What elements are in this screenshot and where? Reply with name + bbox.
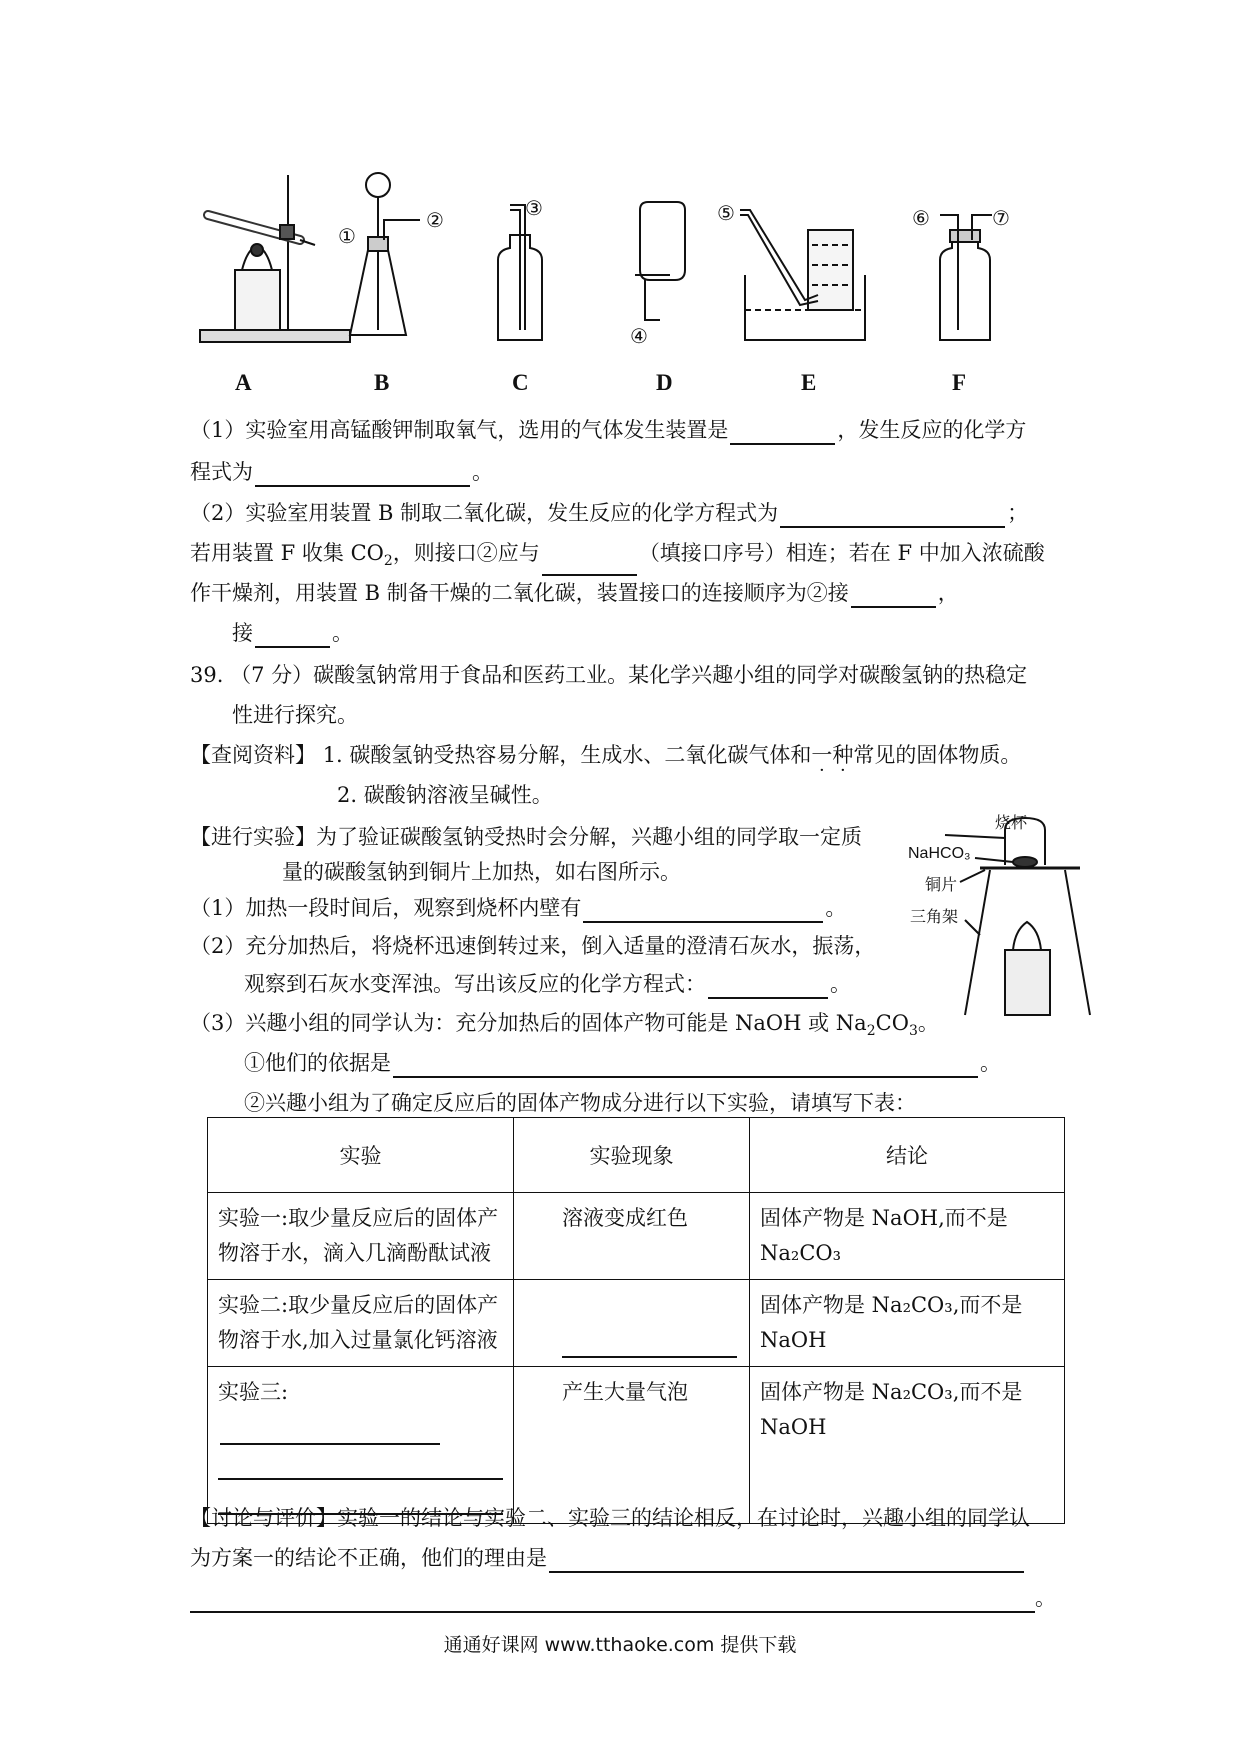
heating-figure [905, 810, 1105, 1020]
apparatus-c [498, 205, 542, 340]
row3-phenomenon: 产生大量气泡 [514, 1367, 750, 1524]
port-4: ④ [630, 324, 648, 348]
row2-blank-phenomenon[interactable] [562, 1334, 737, 1358]
q2-line2: 若用装置 F 收集 $CO_2$，则接口②应与 （填接口序号）相连；若在 F 中加入浓硫酸 [190, 538, 1045, 576]
port-1: ① [338, 224, 356, 248]
q39-info1: 【查阅资料】 1. 碳酸氢钠受热容易分解，生成水、二氧化碳气体和一种常见的固体物质。 [190, 743, 1022, 767]
label-e: E [801, 370, 817, 395]
q39-info2: 2. 碳酸钠溶液呈碱性。 [337, 783, 553, 807]
discussion-line2: 为方案一的结论不正确，他们的理由是 [190, 1543, 1026, 1573]
footer: 通通好课网 www.tthaoke.com 提供下载 [443, 1634, 797, 1656]
apparatus-e [740, 210, 865, 340]
row1-conclusion: 固体产物是 NaOH,而不是 Na₂CO₃ [750, 1193, 1065, 1280]
q39-blank-basis[interactable] [393, 1054, 978, 1078]
q2-line3: 作干燥剂，用装置 B 制备干燥的二氧化碳，装置接口的连接顺序为②接 ， [190, 578, 959, 608]
tripod-leg-right [1065, 870, 1090, 1015]
figure-label-tripod: 三角架 [910, 909, 959, 926]
discussion-line3: 。 [190, 1583, 1056, 1613]
q39-intro-line2: 性进行探究。 [232, 703, 358, 727]
q1-blank-device[interactable] [730, 421, 835, 445]
q39-s2-line1: （2）充分加热后，将烧杯迅速倒转过来，倒入适量的澄清石灰水，振荡， [190, 934, 876, 958]
apparatus-b [350, 173, 420, 335]
q1-blank-equation[interactable] [255, 463, 470, 487]
q39-s2-line2: 观察到石灰水变浑浊。写出该反应的化学方程式： 。 [244, 969, 851, 999]
table-header-row [208, 1118, 1065, 1193]
q39-s3-2: ②兴趣小组为了确定反应后的固体产物成分进行以下实验，请填写下表： [244, 1091, 916, 1115]
label-d: D [656, 370, 673, 395]
discussion-line1: 【讨论与评价】实验一的结论与实验二、实验三的结论相反，在讨论时，兴趣小组的同学认 [190, 1506, 1030, 1530]
port-5: ⑤ [717, 201, 735, 225]
q2-line1: （2）实验室用装置 B 制取二氧化碳，发生反应的化学方程式为 ； [190, 498, 1028, 528]
q39-exp-line1: 【进行实验】为了验证碳酸氢钠受热时会分解，兴趣小组的同学取一定质 [190, 825, 862, 849]
q2-blank-order2[interactable] [255, 624, 330, 648]
label-c: C [512, 370, 529, 395]
lamp-body [1005, 950, 1050, 1015]
row2-experiment: 实验二:取少量反应后的固体产物溶于水,加入过量氯化钙溶液 [208, 1280, 514, 1367]
port-3: ③ [525, 196, 543, 220]
row2-phenomenon [514, 1280, 750, 1367]
table-row [208, 1193, 1065, 1280]
table-header-experiment: 实验 [208, 1118, 514, 1193]
apparatus-figure [190, 165, 1130, 395]
apparatus-a [200, 175, 350, 342]
port-2: ② [426, 208, 444, 232]
discussion-blank2[interactable] [190, 1589, 1035, 1613]
apparatus-d [635, 202, 685, 320]
q39-blank-s2[interactable] [708, 975, 828, 999]
apparatus-f [940, 215, 992, 340]
q39-blank-s1[interactable] [583, 899, 823, 923]
table-header-phenomenon: 实验现象 [514, 1118, 750, 1193]
tripod-leg-left [965, 870, 990, 1015]
q39-exp-line2: 量的碳酸氢钠到铜片上加热，如右图所示。 [282, 860, 681, 884]
row3-experiment: 实验三: [208, 1367, 514, 1524]
label-f: F [952, 370, 967, 395]
q39-s3-1: ①他们的依据是 。 [244, 1048, 1001, 1078]
q1-line2: 程式为 。 [190, 457, 493, 487]
table-row [208, 1367, 1065, 1524]
figure-label-nahco3: NaHCO₃ [908, 845, 971, 862]
q39-s1: （1）加热一段时间后，观察到烧杯内壁有 。 [190, 893, 846, 923]
figure-label-copper: 铜片 [925, 877, 958, 894]
q2-line4: 接 。 [232, 618, 353, 648]
figure-label-beaker: 烧杯 [995, 815, 1028, 832]
q2-blank-port[interactable] [542, 552, 637, 576]
q2-blank-order1[interactable] [851, 584, 936, 608]
row3-blank-line2[interactable] [218, 1456, 503, 1480]
label-b: B [374, 370, 390, 395]
table-header-conclusion: 结论 [750, 1118, 1065, 1193]
row2-conclusion: 固体产物是 Na₂CO₃,而不是 NaOH [750, 1280, 1065, 1367]
row3-blank-line1[interactable] [220, 1421, 440, 1445]
q1-line1: （1）实验室用高锰酸钾制取氧气，选用的气体发生装置是 ，发生反应的化学方 [190, 415, 1026, 445]
row1-experiment: 实验一:取少量反应后的固体产物溶于水，滴入几滴酚酞试液 [208, 1193, 514, 1280]
experiment-table [207, 1117, 1065, 1524]
q2-blank-equation[interactable] [780, 504, 1005, 528]
port-7: ⑦ [992, 206, 1010, 230]
table-row [208, 1280, 1065, 1367]
label-a: A [235, 370, 252, 395]
lamp-flame [1013, 922, 1041, 950]
discussion-blank1[interactable] [549, 1549, 1024, 1573]
port-6: ⑥ [912, 206, 930, 230]
row3-conclusion: 固体产物是 Na₂CO₃,而不是 NaOH [750, 1367, 1065, 1524]
row1-phenomenon: 溶液变成红色 [514, 1193, 750, 1280]
q39-s3: （3）兴趣小组的同学认为：充分加热后的固体产物可能是 NaOH 或 $Na_2CO_3$。 [190, 1011, 939, 1040]
q39-intro-line1: 39. （7 分）碳酸氢钠常用于食品和医药工业。某化学兴趣小组的同学对碳酸氢钠的热稳定 [190, 663, 1028, 687]
